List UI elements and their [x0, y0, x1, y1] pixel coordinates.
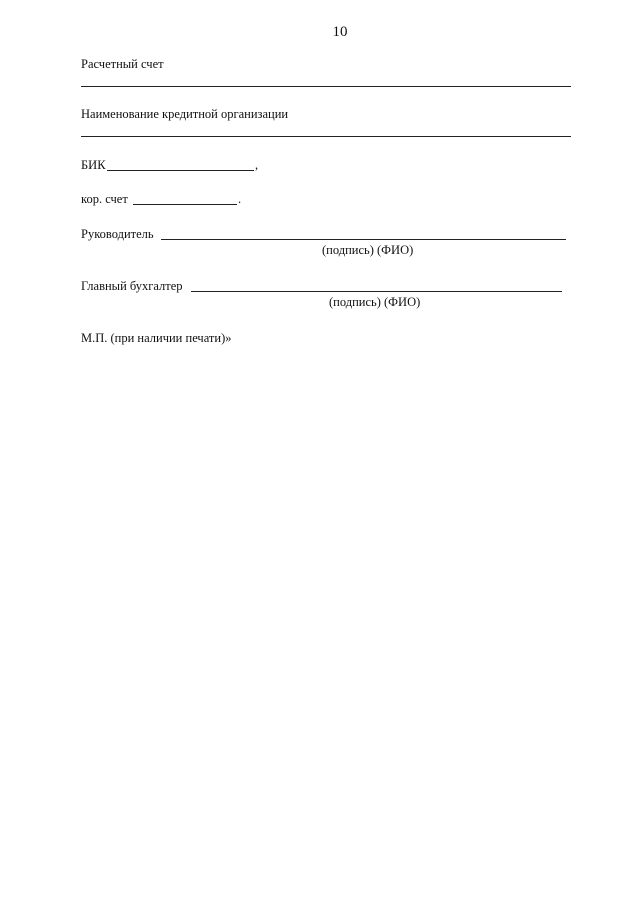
- bik-line: [107, 170, 254, 171]
- director-label: Руководитель: [81, 227, 154, 241]
- accountant-label: Главный бухгалтер: [81, 279, 183, 293]
- accountant-line: [191, 291, 562, 292]
- director-hint: (подпись) (ФИО): [322, 243, 414, 257]
- director-line: [161, 239, 566, 240]
- bik-suffix: ,: [255, 158, 259, 172]
- bank-name-line: [81, 136, 571, 137]
- stamp-note: М.П. (при наличии печати)»: [81, 331, 232, 345]
- corr-account-line: [133, 204, 237, 205]
- corr-account-label: кор. счет: [81, 192, 128, 206]
- page-number: 10: [332, 24, 348, 40]
- corr-account-suffix: .: [238, 192, 242, 206]
- accountant-hint: (подпись) (ФИО): [329, 295, 421, 309]
- bik-label: БИК: [81, 158, 106, 172]
- account-line: [81, 86, 571, 87]
- bank-name-label: Наименование кредитной организации: [81, 107, 289, 121]
- account-label: Расчетный счет: [81, 57, 164, 71]
